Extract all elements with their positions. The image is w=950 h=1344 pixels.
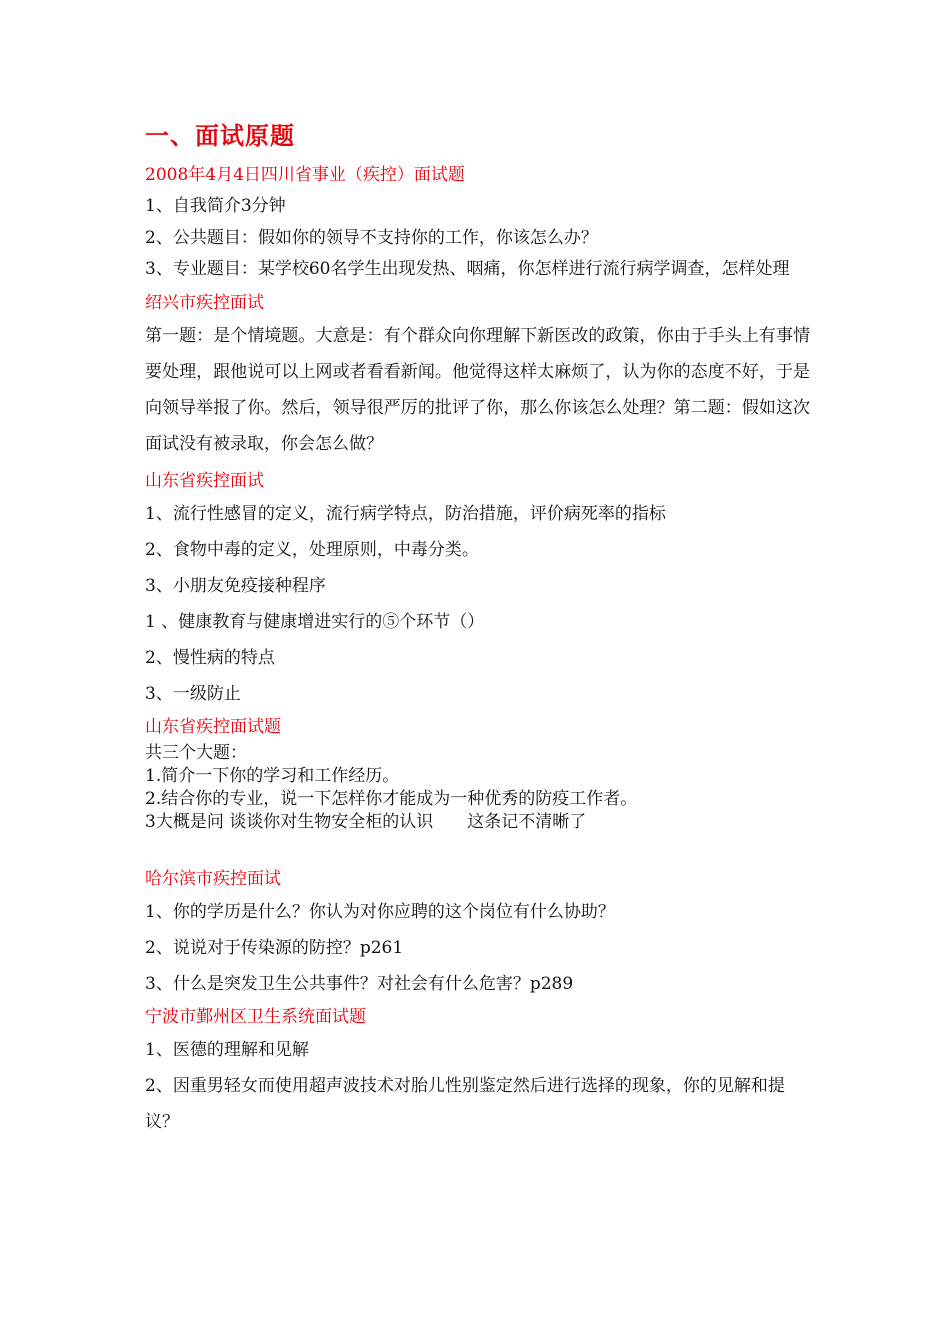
list-item: 2.结合你的专业，说一下怎样你才能成为一种优秀的防疫工作者。 bbox=[145, 789, 638, 809]
section-heading: 宁波市鄞州区卫生系统面试题 bbox=[145, 1007, 366, 1027]
section-shandong bbox=[145, 466, 810, 712]
list-item: 3、什么是突发卫生公共事件？对社会有什么危害？p289 bbox=[145, 974, 574, 994]
list-item: 1、流行性感冒的定义，流行病学特点，防治措施，评价病死率的指标 bbox=[145, 504, 666, 524]
list-item: 2、因重男轻女而使用超声波技术对胎儿性别鉴定然后进行选择的现象，你的见解和提议？ bbox=[145, 1076, 785, 1132]
list-item: 1、医德的理解和见解 bbox=[145, 1040, 309, 1060]
list-item: 2、慢性病的特点 bbox=[145, 648, 275, 668]
list-item: 3、小朋友免疫接种程序 bbox=[145, 576, 326, 596]
list-item: 2、说说对于传染源的防控？p261 bbox=[145, 938, 404, 958]
list-item: 3、专业题目：某学校60名学生出现发热、咽痛，你怎样进行流行病学调查，怎样处理 bbox=[145, 259, 790, 279]
list-item: 1、你的学历是什么？你认为对你应聘的这个岗位有什么协助？ bbox=[145, 902, 615, 922]
list-item: 3大概是问 谈谈你对生物安全柜的认识 这条记不清晰了 bbox=[145, 812, 587, 832]
list-item: 2、公共题目：假如你的领导不支持你的工作，你该怎么办？ bbox=[145, 228, 598, 248]
section-heading: 哈尔滨市疾控面试 bbox=[145, 869, 281, 889]
list-item: 1、自我简介3分钟 bbox=[145, 196, 286, 216]
list-item: 2、食物中毒的定义，处理原则，中毒分类。 bbox=[145, 540, 479, 560]
list-item: 1 、健康教育与健康增进实行的⑤个环节（） bbox=[145, 612, 485, 632]
list-item: 共三个大题： bbox=[145, 743, 247, 763]
document-title: 一、面试原题 bbox=[145, 122, 295, 150]
list-item: 1.简介一下你的学习和工作经历。 bbox=[145, 766, 400, 786]
list-item: 3、一级防止 bbox=[145, 684, 241, 704]
section-sichuan bbox=[145, 160, 810, 284]
section-heading: 山东省疾控面试 bbox=[145, 471, 264, 491]
section-paragraph: 第一题：是个情境题。大意是：有个群众向你理解下新医改的政策，你由于手头上有事情要处理，跟他说可以上网或者看看新闻。他觉得这样太麻烦了，认为你的态度不好，于是向领导举报了你。然后，领导很严厉的批评了你，那么你该怎么处理？第二题：假如这次面试没有被录取，你会怎么做？ bbox=[145, 326, 810, 454]
section-ningbo bbox=[145, 1002, 810, 1140]
section-heading: 2008年4月4日四川省事业（疾控）面试题 bbox=[145, 165, 465, 185]
section-heading: 山东省疾控面试题 bbox=[145, 717, 281, 737]
section-heading: 绍兴市疾控面试 bbox=[145, 293, 264, 313]
section-shaoxing bbox=[145, 288, 810, 462]
section-shandong-2 bbox=[145, 712, 810, 834]
document-content bbox=[145, 118, 810, 1140]
section-harbin bbox=[145, 864, 810, 1002]
